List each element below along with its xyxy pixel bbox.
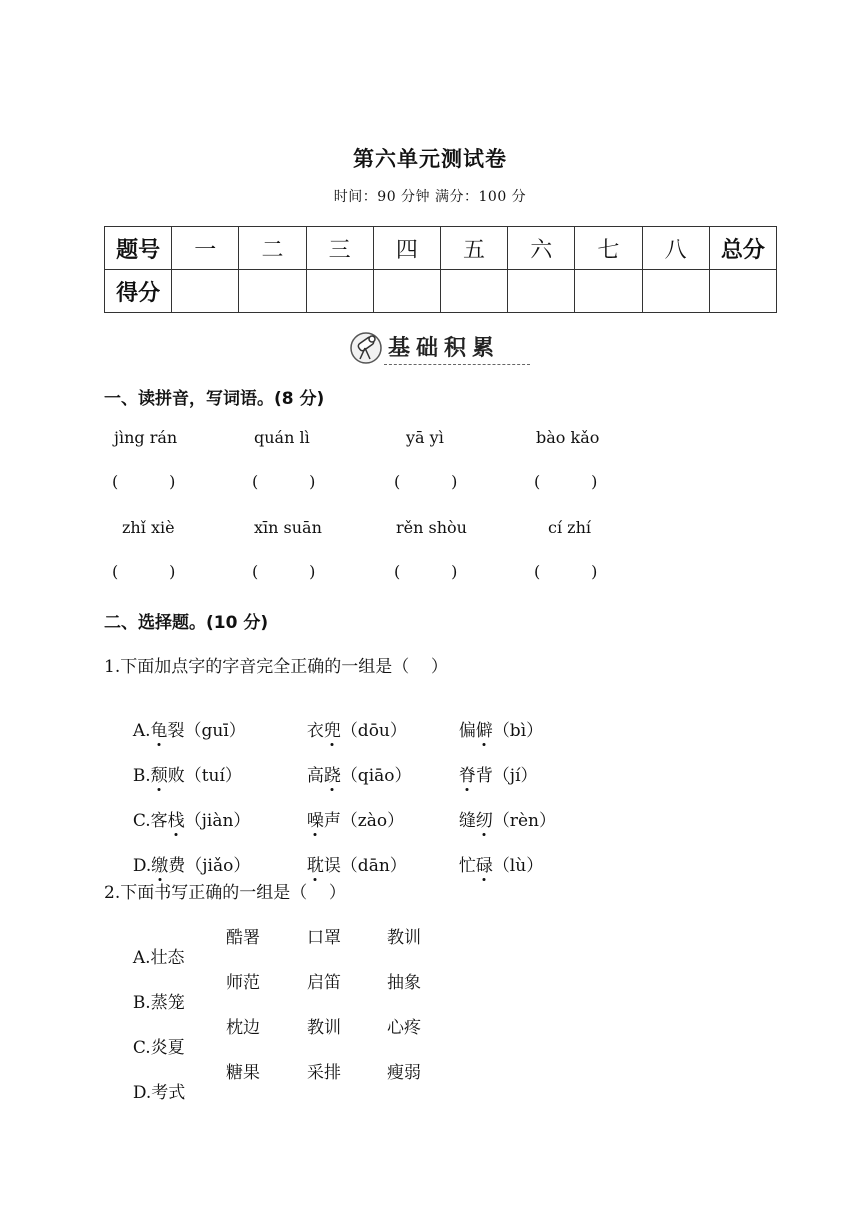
score-cell[interactable] [373,270,440,313]
option-label: A. [132,948,151,968]
word: 考式 [151,1083,186,1103]
option-item [296,831,407,876]
score-cell[interactable] [239,270,306,313]
option-item [296,696,407,741]
answer-blank[interactable]: ( ) [394,472,458,491]
pinyin-item: xīn suān [254,518,322,537]
word: 枕边 [226,1018,260,1038]
dotted-char: 脊 [459,761,476,786]
table-cell: 得分 [105,270,172,313]
pinyin-item: cí zhí [548,518,592,537]
option-d[interactable] [122,831,250,876]
dotted-char: 兜 [324,716,341,741]
word: 壮态 [150,948,185,968]
word: 口罩 [307,928,341,948]
dotted-char: 僻 [476,716,493,741]
word: 瘦弱 [387,1063,421,1083]
option-c[interactable] [122,1013,185,1058]
word-part: 误（dān） [323,856,407,876]
dotted-char: 纫 [476,806,493,831]
word: 教训 [307,1018,341,1038]
word-part: （jiàn） [184,811,251,831]
pinyin-item: yā yì [406,428,444,447]
answer-blank[interactable]: ( ) [112,472,176,491]
word-part: （dōu） [340,721,407,741]
exam-info: 时间：90 分钟 满分：100 分 [333,189,527,205]
option-b[interactable] [122,968,185,1013]
word-part: 缝 [458,811,476,831]
table-cell: 题号 [105,227,172,270]
word-part: （qiāo） [340,766,412,786]
option-item [296,786,404,831]
option-d[interactable] [122,1058,185,1103]
section-banner [348,330,530,366]
word-part: 衣 [306,721,324,741]
option-label: D. [132,1083,152,1103]
pinyin-item: rěn shòu [396,518,467,537]
dotted-char: 噪 [307,806,324,831]
option-item [448,786,556,831]
word: 心疼 [387,1018,421,1038]
pinyin-item: jìng rán [114,428,178,447]
pinyin-item: quán lì [254,428,310,447]
table-cell: 三 [306,227,373,270]
answer-blank[interactable]: ( ) [394,562,458,581]
option-item [448,831,543,876]
word: 启笛 [307,973,341,993]
word: 教训 [387,928,421,948]
answer-blank[interactable]: ( ) [252,562,316,581]
word-part: 费（jiǎo） [168,856,251,876]
table-cell: 六 [508,227,575,270]
word-part: （rèn） [492,811,556,831]
dotted-char: 龟 [151,716,168,741]
word: 炎夏 [150,1038,185,1058]
q1-heading: 一、读拼音，写词语。(8 分) [104,389,325,409]
table-cell: 一 [172,227,239,270]
table-cell: 二 [239,227,306,270]
answer-blank[interactable]: ( ) [534,472,598,491]
score-cell[interactable] [642,270,709,313]
dotted-char: 碌 [476,851,493,876]
dotted-char: 栈 [168,806,185,831]
word-part: 败（tuí） [167,766,242,786]
word: 酷署 [226,928,260,948]
word: 师范 [226,973,260,993]
option-label: A. [132,721,151,741]
word-part: 忙 [458,856,476,876]
word-part: 客 [150,811,168,831]
table-cell: 五 [440,227,507,270]
score-table [104,226,777,313]
word: 抽象 [387,973,421,993]
option-label: B. [132,993,151,1013]
word-part: 裂（guī） [167,721,246,741]
pinyin-item: zhǐ xiè [122,518,175,537]
score-table-score-row [105,270,777,313]
option-b[interactable] [122,741,242,786]
word: 采排 [307,1063,341,1083]
score-cell[interactable] [709,270,776,313]
option-label: B. [132,766,151,786]
page-title: 第六单元测试卷 [353,147,507,171]
dotted-char: 缴 [151,851,168,876]
option-a[interactable] [122,923,185,968]
word-part: 声（zào） [323,811,405,831]
option-item [448,741,538,786]
table-cell: 八 [642,227,709,270]
score-cell[interactable] [508,270,575,313]
word-part: 背（jí） [475,766,538,786]
dotted-char: 颓 [151,761,168,786]
banner-underline [384,364,530,365]
table-cell: 四 [373,227,440,270]
word-part: （lù） [492,856,544,876]
word-part: 高 [306,766,324,786]
q2-sub1-stem: 1.下面加点字的字音完全正确的一组是（ ） [104,657,448,677]
answer-blank[interactable]: ( ) [112,562,176,581]
answer-blank[interactable]: ( ) [534,562,598,581]
dotted-char: 耽 [307,851,324,876]
dotted-char: 跷 [324,761,341,786]
pinyin-item: bào kǎo [536,428,600,447]
section-title: 基础积累 [388,336,501,361]
word: 蒸笼 [150,993,185,1013]
option-label: D. [132,856,152,876]
table-cell: 七 [575,227,642,270]
score-cell[interactable] [575,270,642,313]
option-label: C. [132,811,151,831]
table-cell: 总分 [709,227,776,270]
option-label: C. [132,1038,151,1058]
score-table-header-row [105,227,777,270]
word-part: 偏 [458,721,476,741]
answer-blank[interactable]: ( ) [252,472,316,491]
q2-heading: 二、选择题。(10 分) [104,613,269,633]
option-a[interactable] [122,696,246,741]
option-item [296,741,412,786]
q2-sub2-stem: 2.下面书写正确的一组是（ ） [104,883,346,903]
score-cell[interactable] [172,270,239,313]
option-item [448,696,543,741]
score-cell[interactable] [440,270,507,313]
option-c[interactable] [122,786,250,831]
telescope-icon [348,330,384,366]
word-part: （bì） [492,721,544,741]
score-cell[interactable] [306,270,373,313]
word: 糖果 [226,1063,260,1083]
